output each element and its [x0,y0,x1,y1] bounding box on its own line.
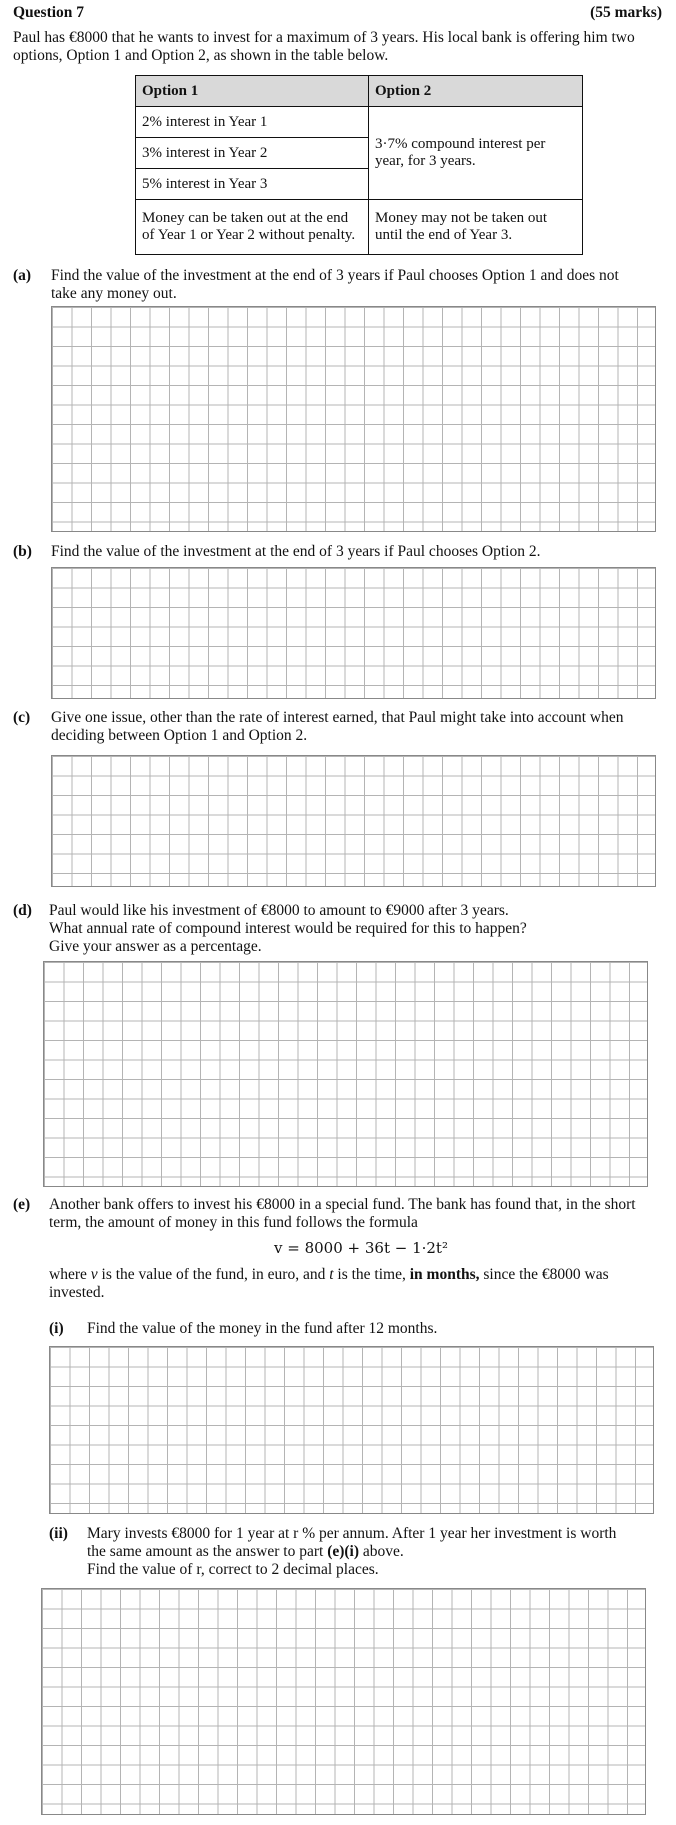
intro-line-1: Paul has €8000 that he wants to invest for a maximum of 3 years. His local bank is offering him two [13,29,635,46]
part-e-ii-line-3: Find the value of r, correct to 2 decimal places. [87,1561,379,1578]
intro-line-2: options, Option 1 and Option 2, as shown in the table below. [13,47,389,64]
part-c-line-2: deciding between Option 1 and Option 2. [51,727,308,744]
where-mid2: is the time, [333,1266,410,1283]
part-a-label: (a) [13,267,32,284]
part-d-line-2: What annual rate of compound interest would be required for this to happen? [49,920,527,937]
fund-formula: v = 8000 + 36t − 1·2t² [274,1239,448,1257]
option1-withdraw: Money can be taken out at the end of Year 1 or Year 2 without penalty. [136,200,369,255]
where-post: since the €8000 was [479,1266,609,1283]
part-e-ii-line-1: Mary invests €8000 for 1 year at r % per annum. After 1 year her investment is worth [87,1525,617,1542]
part-a-line-1: Find the value of the investment at the end of 3 years if Paul chooses Option 1 and does not [51,267,619,284]
e-ii-line2-post: above. [359,1543,404,1560]
part-d-line-1: Paul would like his investment of €8000 to amount to €9000 after 3 years. [49,902,509,919]
option1-year3: 5% interest in Year 3 [136,169,369,200]
option2-header: Option 2 [369,76,583,107]
e-ii-line2-bold: (e)(i) [327,1543,360,1560]
e-ii-line2-pre: the same amount as the answer to part [87,1543,328,1560]
option2-interest: 3·7% compound interest per year, for 3 years. [369,107,583,200]
part-b-line-1: Find the value of the investment at the end of 3 years if Paul chooses Option 2. [51,543,541,560]
part-b-label: (b) [13,543,32,560]
part-e-where-line [49,1266,609,1284]
part-e-i-text: Find the value of the money in the fund after 12 months. [87,1320,438,1337]
part-e-ii-line-2 [87,1543,404,1561]
where-mid: is the value of the fund, in euro, and [97,1266,330,1283]
option1-header: Option 1 [136,76,369,107]
option1-year2: 3% interest in Year 2 [136,138,369,169]
question-marks: (55 marks) [590,4,662,21]
part-d-line-3: Give your answer as a percentage. [49,938,262,955]
answer-grid-a[interactable] [51,306,656,532]
where-v: v [90,1266,98,1283]
part-c-label: (c) [13,709,31,726]
answer-grid-c[interactable] [51,755,656,887]
part-e-line-2: term, the amount of money in this fund follows the formula [49,1214,418,1231]
part-e-label: (e) [13,1196,31,1213]
part-c-line-1: Give one issue, other than the rate of interest earned, that Paul might take into account when [51,709,624,726]
answer-grid-e-ii[interactable] [41,1588,646,1815]
part-e-ii-label: (ii) [49,1525,68,1542]
where-bold: in months, [409,1266,480,1283]
answer-grid-d[interactable] [43,961,648,1187]
answer-grid-b[interactable] [51,567,656,699]
answer-grid-e-i[interactable] [49,1346,654,1514]
part-a-line-2: take any money out. [51,285,177,302]
option2-withdraw: Money may not be taken out until the end of Year 3. [369,200,583,255]
question-title: Question 7 [13,4,85,21]
part-e-i-label: (i) [49,1320,64,1337]
where-pre: where [49,1266,91,1283]
part-e-line-1: Another bank offers to invest his €8000 in a special fund. The bank has found that, in the short [49,1196,636,1213]
where-t: t [329,1266,334,1283]
options-table [135,75,583,255]
part-d-label: (d) [13,902,32,919]
part-e-invested: invested. [49,1284,105,1301]
option1-year1: 2% interest in Year 1 [136,107,369,138]
